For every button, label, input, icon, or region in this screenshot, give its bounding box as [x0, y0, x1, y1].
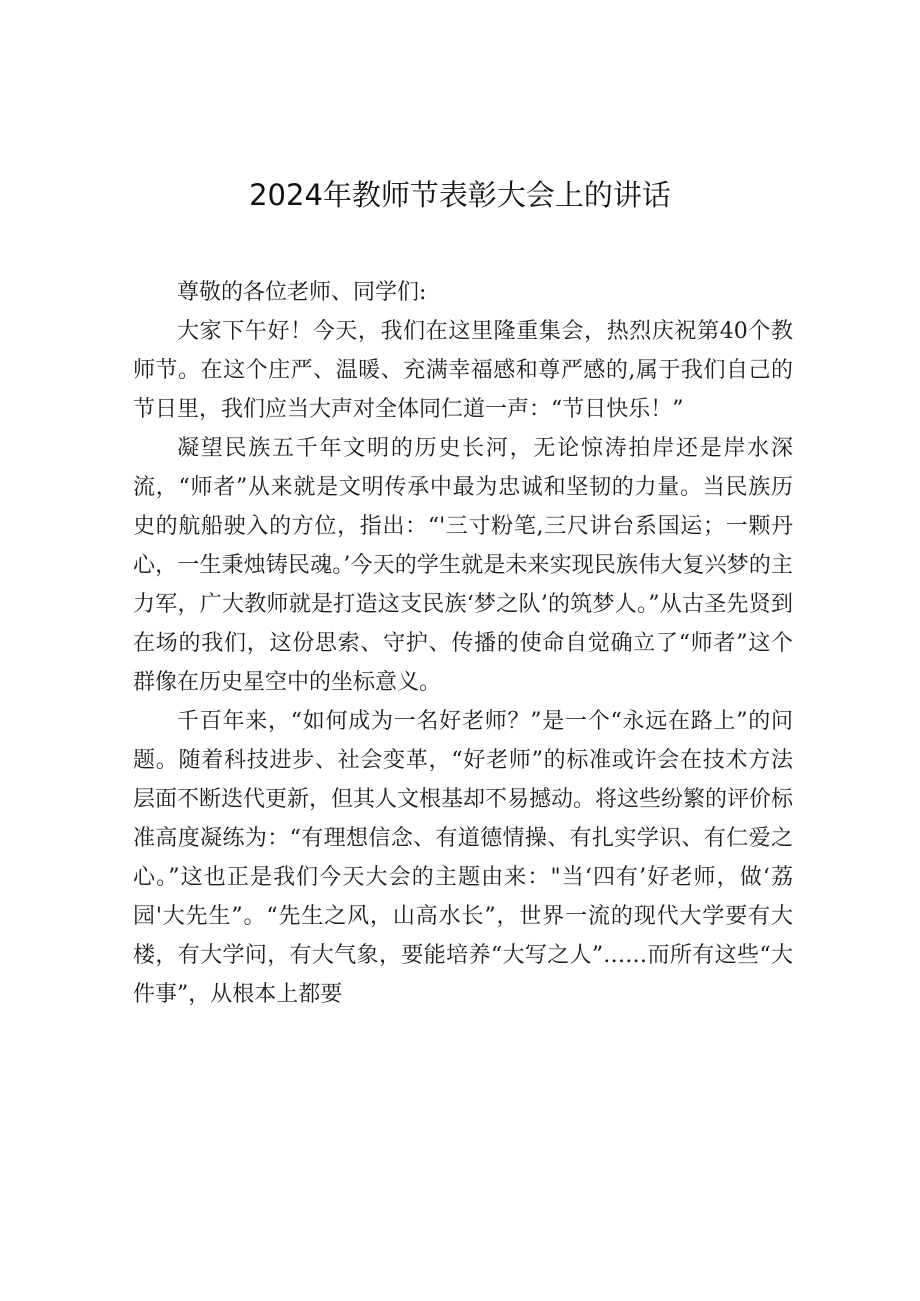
- salutation-paragraph: 尊敬的各位老师、同学们:: [177, 280, 427, 305]
- body-paragraph: 凝望民族五千年文明的历史长河，无论惊涛拍岸还是岸水深流，“师者”从来就是文明传承中最为忠诚和坚韧的力量。当民族历史的航船驶入的方位，指出：“'三寸粉笔,三尺讲台系国运；一颗丹心，一生秉烛铸民魂。’今天的学生就是未来实现民族伟大复兴梦的主力军，广大教师就是打造这支民族‘梦之队’的筑梦人。”从古圣先贤到在场的我们，这份思索、守护、传播的使命自觉确立了“师者”这个群像在历史星空中的坐标意义。: [133, 436, 793, 695]
- document-body: [133, 273, 793, 1014]
- body-paragraph: 千百年来，“如何成为一名好老师？”是一个“永远在路上”的问题。随着科技进步、社会变革，“好老师”的标准或许会在技术方法层面不断迭代更新，但其人文根基却不易撼动。将这些纷繁的评价标准高度凝练为：“有理想信念、有道德情操、有扎实学识、有仁爱之心。”这也正是我们今天大会的主题由来："当‘四有’好老师，做‘荔园'大先生”。“先生之风，山高水长”，世界一流的现代大学要有大楼，有大学问，有大气象，要能培养“大写之人”……而所有这些“大件事”，从根本上都要: [133, 709, 794, 1007]
- document-title: 2024年教师节表彰大会上的讲话: [249, 178, 671, 212]
- body-paragraph: 大家下午好！今天，我们在这里隆重集会，热烈庆祝第40个教师节。在这个庄严、温暖、充满幸福感和尊严感的,属于我们自己的节日里，我们应当大声对全体同仁道一声：“节日快乐！”: [133, 319, 793, 422]
